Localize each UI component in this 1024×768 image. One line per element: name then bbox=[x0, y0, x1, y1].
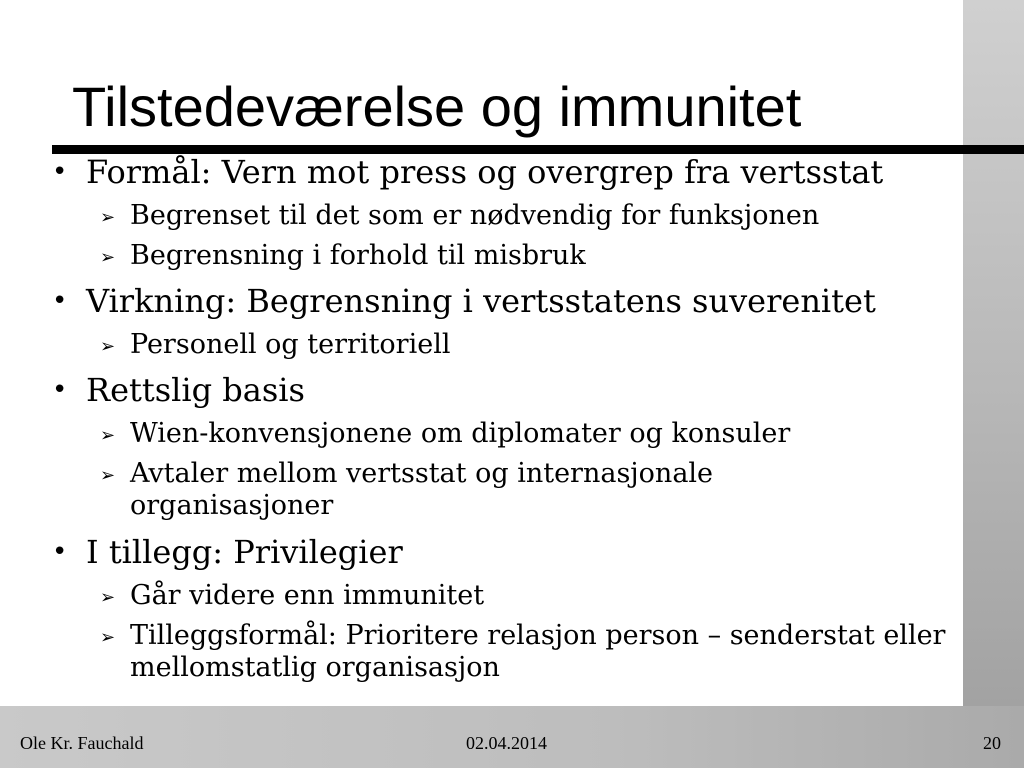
bullet-text: Virkning: Begrensning i vertsstatens suverenitet bbox=[86, 282, 876, 320]
bullet-text: I tillegg: Privilegier bbox=[86, 533, 403, 571]
bullet-item bbox=[52, 371, 305, 409]
sub-bullet-text: Begrensning i forhold til misbruk bbox=[130, 240, 586, 271]
arrow-bullet-icon: ➢ bbox=[100, 465, 116, 486]
sub-bullet-text: Personell og territoriell bbox=[130, 329, 451, 360]
side-decoration-panel bbox=[963, 0, 1024, 768]
sub-bullet-item bbox=[100, 580, 960, 612]
bullet-dot-icon: • bbox=[52, 157, 68, 187]
sub-bullet-text: Wien-konvensjonene om diplomater og konsuler bbox=[130, 418, 791, 449]
slide-title: Tilstedeværelse og immunitet bbox=[72, 75, 802, 138]
arrow-bullet-icon: ➢ bbox=[100, 336, 116, 357]
sub-bullet-text: Går videre enn immunitet bbox=[130, 580, 485, 611]
footer-page-number: 20 bbox=[983, 733, 1001, 753]
bullet-item bbox=[52, 282, 876, 320]
arrow-bullet-icon: ➢ bbox=[100, 425, 116, 446]
sub-bullet-item bbox=[100, 329, 960, 361]
sub-bullet-item bbox=[100, 200, 960, 232]
bullet-dot-icon: • bbox=[52, 375, 68, 405]
bullet-dot-icon: • bbox=[52, 286, 68, 316]
bullet-item bbox=[52, 533, 403, 571]
bullet-text: Rettslig basis bbox=[86, 371, 305, 409]
bullet-dot-icon: • bbox=[52, 537, 68, 567]
sub-bullet-item bbox=[100, 418, 960, 450]
sub-bullet-text: Tilleggsformål: Prioritere relasjon person – senderstat eller mellomstatlig organisasjon bbox=[130, 620, 946, 683]
arrow-bullet-icon: ➢ bbox=[100, 587, 116, 608]
arrow-bullet-icon: ➢ bbox=[100, 627, 116, 648]
sub-bullet-text: Avtaler mellom vertsstat og internasjonale organisasjoner bbox=[130, 458, 714, 521]
footer-author: Ole Kr. Fauchald bbox=[20, 733, 144, 753]
sub-bullet-item bbox=[100, 458, 790, 522]
arrow-bullet-icon: ➢ bbox=[100, 207, 116, 228]
footer-date: 02.04.2014 bbox=[466, 733, 547, 753]
bullet-text: Formål: Vern mot press og overgrep fra vertsstat bbox=[86, 153, 884, 191]
sub-bullet-item bbox=[100, 240, 960, 272]
sub-bullet-text: Begrenset til det som er nødvendig for funksjonen bbox=[130, 200, 820, 231]
sub-bullet-item bbox=[100, 620, 960, 684]
bullet-item bbox=[52, 153, 884, 191]
arrow-bullet-icon: ➢ bbox=[100, 247, 116, 268]
